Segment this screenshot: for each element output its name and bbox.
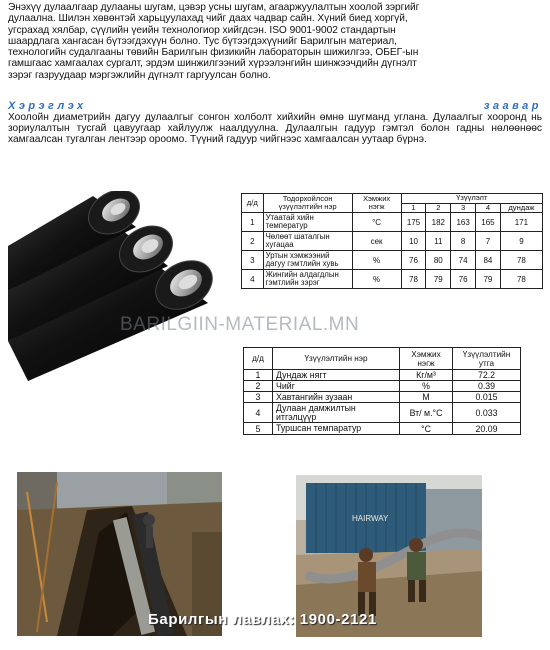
- table-row: [244, 403, 521, 423]
- reference-phone-caption: Барилгын лавлах: 1900-2121: [148, 611, 377, 628]
- table-cell: 4: [244, 403, 273, 423]
- fire-test-table: [241, 193, 543, 289]
- table-cell: Хавтангийн зузаан: [273, 392, 400, 403]
- table-cell: °C: [400, 423, 453, 435]
- table-cell: 3: [244, 392, 273, 403]
- table-cell: Туршсан темпаратур: [273, 423, 400, 435]
- table-cell: 2: [244, 381, 273, 392]
- table-cell: Чийг: [273, 381, 400, 392]
- table-row: [244, 392, 521, 403]
- table-cell: 72.2: [453, 370, 521, 381]
- table-cell: 78: [500, 270, 542, 289]
- table-header: 1: [401, 203, 426, 213]
- table-row: [242, 270, 543, 289]
- usage-heading-right: заавар: [483, 100, 542, 112]
- insulated-pipes-illustration: [8, 191, 236, 381]
- table-cell: Дулаан дамжилтын итгэлцүүр: [273, 403, 400, 423]
- intro-line: угсрахад хялбар, сүүлийн үеийн технологиор хийгдсэн. ISO 9001-9002 стандартын: [8, 24, 396, 36]
- properties-table: [243, 347, 521, 435]
- table-cell: 79: [426, 270, 451, 289]
- intro-line: зэрэг газруудаар мэргэжлийн дүгнэлт гаргуулсан болно.: [8, 69, 271, 81]
- table-cell: сек: [352, 232, 401, 251]
- table-cell: 3: [242, 251, 264, 270]
- watermark: BARILGIIN-MATERIAL.MN: [120, 314, 360, 335]
- table-cell: °C: [352, 213, 401, 232]
- table-cell: 9: [500, 232, 542, 251]
- table-cell: 11: [426, 232, 451, 251]
- table-cell: Уртын хэмжээний дагуу гэмтлийн хувь: [263, 251, 352, 270]
- table-cell: 8: [451, 232, 476, 251]
- table-header: Үзүүлэлт: [401, 194, 542, 204]
- table-cell: М: [400, 392, 453, 403]
- table-cell: %: [352, 270, 401, 289]
- table-cell: Жингийн алдагдлын гэмтлийн зэрэг: [263, 270, 352, 289]
- table-cell: 4: [242, 270, 264, 289]
- intro-line: технологийн судалгааны төвийн Барилгын физикийн лабораторын шижилгээ, ОБЕГ-ын: [8, 47, 419, 59]
- table-cell: 163: [451, 213, 476, 232]
- table-header: д/д: [244, 348, 273, 370]
- table-row: [244, 423, 521, 435]
- table-cell: 76: [401, 251, 426, 270]
- table-row: [242, 251, 543, 270]
- table-cell: 171: [500, 213, 542, 232]
- table-header: 4: [476, 203, 501, 213]
- container-label: HAIRWAY: [352, 514, 389, 523]
- table-header: Тодорхойлсон үзүүлэлтийн нэр: [263, 194, 352, 213]
- table-header: Үзүүлэлтийн утга: [453, 348, 521, 370]
- table-cell: 0.39: [453, 381, 521, 392]
- intro-paragraph: [8, 2, 542, 81]
- intro-line: шаардлага хангасан бүтээгдэхүүн болно. Тус бүтээгдэхүүнийг Барилгын материал,: [8, 35, 397, 47]
- table-row: [244, 381, 521, 392]
- table-cell: Вт/ м.°C: [400, 403, 453, 423]
- table-cell: 1: [242, 213, 264, 232]
- table-cell: %: [352, 251, 401, 270]
- table-cell: 76: [451, 270, 476, 289]
- table-cell: 80: [426, 251, 451, 270]
- table-header: 2: [426, 203, 451, 213]
- table-cell: 0.033: [453, 403, 521, 423]
- intro-line: дулаална. Шилэн хөвөнтэй харьцуулахад чийг даах чадвар сайн. Хүний биед хоргүй,: [8, 13, 408, 25]
- table-row: [244, 370, 521, 381]
- intro-line: Энэхүү дулаалгаар дулааны шугам, цэвэр усны шугам, агааржуулалтын хоолой зэргийг: [8, 2, 420, 13]
- table-cell: Чөлөөт шаталгын хугацаа: [263, 232, 352, 251]
- table-cell: 78: [500, 251, 542, 270]
- table-cell: 182: [426, 213, 451, 232]
- table-cell: Кг/м³: [400, 370, 453, 381]
- table-header: дундаж: [500, 203, 542, 213]
- table-cell: 84: [476, 251, 501, 270]
- table-cell: Утаатай хийн температур: [263, 213, 352, 232]
- table-cell: 7: [476, 232, 501, 251]
- table-cell: 78: [401, 270, 426, 289]
- table-row: [242, 213, 543, 232]
- table-header: 3: [451, 203, 476, 213]
- intro-line: гамшгаас хамгаалах сургалт, эрдэм шинжилгээний хүрээлэнгийн шинжээчдийн дүгнэлт: [8, 58, 417, 70]
- table-header: Үзүүлэлтийн нэр: [273, 348, 400, 370]
- table-cell: Дундаж нягт: [273, 370, 400, 381]
- table-cell: 175: [401, 213, 426, 232]
- table-header: Хэмжих нэгж: [352, 194, 401, 213]
- table-cell: 10: [401, 232, 426, 251]
- usage-paragraph: Хоолойн диаметрийн дагуу дулаалгыг сонгон холболт хийхийн өмнө шугманд углана. Дулаалгыг хооронд нь зориулалтын тусгай цавуугаар хайлуулж наалдуулна. Дулаалгын гадуур гэмтэл болон гадны нөлөөнөөс хамгаалсан тугалган лентээр ороомо. Түүний гадуур чийгнээс хамгаалсан уутаар бүрнэ.: [8, 112, 542, 146]
- table-cell: 79: [476, 270, 501, 289]
- table-cell: 5: [244, 423, 273, 435]
- table-header: Хэмжих нэгж: [400, 348, 453, 370]
- table-cell: 0.015: [453, 392, 521, 403]
- table-cell: 2: [242, 232, 264, 251]
- table-cell: %: [400, 381, 453, 392]
- table-cell: 1: [244, 370, 273, 381]
- usage-heading-left: Хэрэглэх: [8, 100, 87, 112]
- table-row: [242, 232, 543, 251]
- table-header: д/д: [242, 194, 264, 213]
- table-cell: 20.09: [453, 423, 521, 435]
- table-cell: 165: [476, 213, 501, 232]
- insulated-pipes-photo: [8, 191, 236, 381]
- table-cell: 74: [451, 251, 476, 270]
